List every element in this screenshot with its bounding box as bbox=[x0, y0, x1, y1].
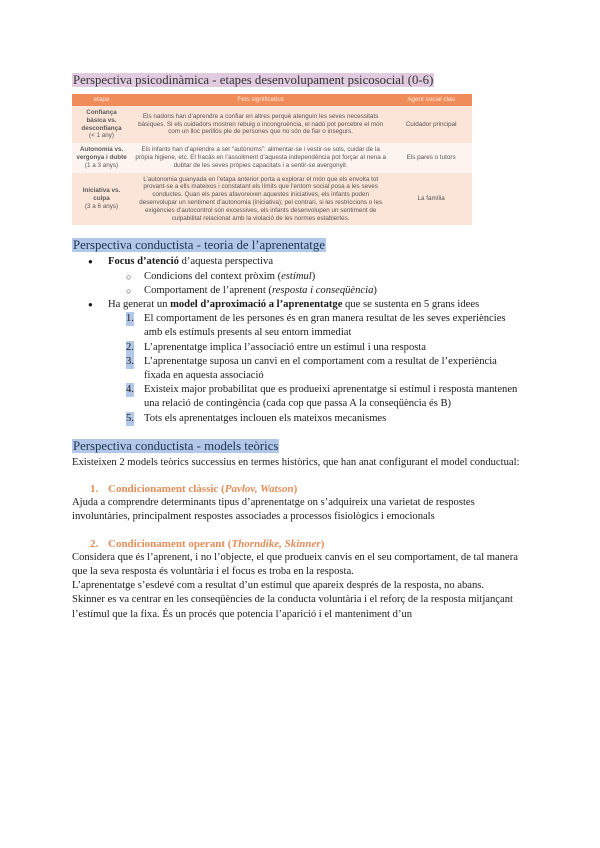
list-item: 4. Existeix major probabilitat que es produeixi aprenentatge si estímul i resposta mantenen una relació de contingència (cada cop que passa A la conseqüència és B) bbox=[126, 384, 518, 410]
agent-cell: Els pares o tutors bbox=[390, 143, 472, 172]
table-row bbox=[72, 143, 472, 172]
table-header: Agent social clau bbox=[390, 94, 472, 106]
ideas-list bbox=[72, 312, 522, 426]
section-heading-psychodynamic: Perspectiva psicodinàmica - etapes desenvolupament psicosocial (0-6) bbox=[73, 73, 434, 87]
sub-bullet-list bbox=[108, 270, 522, 298]
list-item: 1. El comportament de les persones és en gran manera resultat de les seves experiències amb els estímuls presents al seu entorn immediat bbox=[126, 313, 506, 339]
list-item: 2. L’aprenentatge implica l’associació entre un estímul i una resposta bbox=[72, 341, 522, 355]
list-item: ○ Comportament de l’aprenent (resposta i conseqüència) bbox=[108, 284, 522, 298]
section-heading-learning-theory: Perspectiva conductista - teoria de l’aprenentatge bbox=[73, 238, 325, 253]
stage-cell: Confiança bàsica vs. desconfiança (< 1 any) bbox=[72, 106, 131, 143]
model-text-operant-3: Skinner es va centrar en les conseqüències de la conducta voluntària i el reforç de la resposta mitjançant l’estímul que la fixa. És un procés que potencia l’aparició i el manteniment d’un bbox=[72, 594, 513, 620]
psychosocial-stages-table bbox=[72, 94, 472, 225]
bullet-list bbox=[72, 255, 522, 312]
facts-cell: Els nadons han d’aprendre a confiar en altres perquè atenguin les seves necessitats bàsiques. Si els cuidadors mostren rebuig o incongruència, el nadó pot percebre el món com un lloc perillós ple de persones que no són de fiar o insegurs. bbox=[131, 106, 390, 143]
model-text-operant-1: Considera que és l’aprenent, i no l’objecte, el que produeix canvis en el seu comportament, de tal manera que la seva resposta és voluntària i el focus es troba en la resposta. bbox=[72, 551, 518, 578]
table-header-row bbox=[72, 94, 472, 106]
table-row bbox=[72, 106, 472, 143]
models-intro: Existeixen 2 models teòrics successius en termes històrics, que han anat configurant el model conductual: bbox=[72, 456, 520, 468]
list-item: 3. L’aprenentatge suposa un canvi en el comportament com a resultat de l’experiència fixada en aquesta associació bbox=[126, 355, 497, 381]
table-header: Fets significatius bbox=[131, 94, 390, 106]
model-heading-operant: 2. Condicionament operant (Thorndike, Skinner) bbox=[90, 537, 325, 550]
list-item: ● Focus d’atenció d’aquesta perspectiva ○ Condicions del context pròxim (estímul) ○ Comportament de l’aprenent (resposta i conseqüència) bbox=[72, 255, 522, 298]
stage-cell: Iniciativa vs. culpa (3 a 6 anys) bbox=[72, 173, 131, 226]
model-text-classical: Ajuda a comprendre determinants tipus d’aprenentatge on s’adquireix una varietat de respostes involuntàries, principalment respostes associades a processos fisiològics i emocionals bbox=[72, 497, 475, 523]
table-header: etapa bbox=[72, 94, 131, 106]
model-heading-classical: 1. Condicionament clàssic (Pavlov, Watson) bbox=[90, 483, 298, 495]
facts-cell: Els infants han d’aprendre a ser “autònoms”: alimentar-se i vestir-se sols, cuidar de la pròpia higiene, etc. El fracàs en l’assoliment d’aquesta independència pot forçar al nena a dubtar de les seves pròpies capacitats i a sentir-se avergonyit. bbox=[131, 143, 390, 172]
document-page bbox=[72, 72, 522, 622]
section-heading-models: Perspectiva conductista - models teòrics bbox=[73, 438, 279, 453]
stage-cell: Autonomia vs. vergonya i dubte (1 a 3 anys) bbox=[72, 143, 131, 172]
model-text-operant-2: L’aprenentatge s’esdevé com a resultat d’un estímul que apareix després de la resposta, no abans. bbox=[72, 580, 485, 592]
table-row bbox=[72, 173, 472, 226]
list-item: ● Ha generat un model d’aproximació a l’aprenentatge que se sustenta en 5 grans idees bbox=[72, 298, 522, 312]
agent-cell: La família bbox=[390, 173, 472, 226]
list-item: 5. Tots els aprenentatges inclouen els mateixos mecanismes bbox=[72, 412, 522, 426]
list-item: ○ Condicions del context pròxim (estímul) bbox=[108, 270, 522, 284]
agent-cell: Cuidador principal bbox=[390, 106, 472, 143]
facts-cell: L’autonomia guanyada en l’etapa anterior porta a explorar el món que els envolta tot provant-se a ells mateixos i constatant els límits que l’entorn social posa a les seves conductes. Quan els pares afavoreixen aquestes iniciatives, els infants poden desenvolupar un sentiment d’autonomia (iniciativa); pel contrari, si les restriccions o les exigències d’autocontrol són excessives, els infants desenvolupen un sentiment de culpabilitat relacionat amb la violació de les normes establertes. bbox=[131, 173, 390, 226]
